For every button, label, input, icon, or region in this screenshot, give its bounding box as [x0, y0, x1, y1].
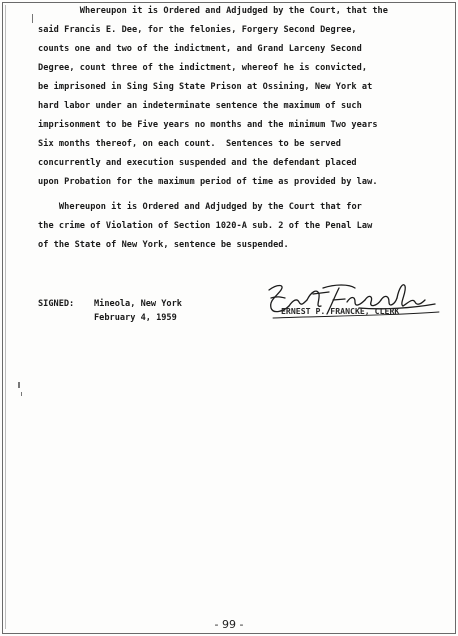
signed-place: Mineola, New York — [94, 299, 182, 309]
signed-date: February 4, 1959 — [94, 313, 177, 323]
text-line: Degree, count three of the indictment, whereof he is convicted, — [38, 63, 368, 73]
handwritten-signature — [263, 278, 443, 328]
text-line: concurrently and execution suspended and the defendant placed — [38, 158, 357, 168]
text-line: of the State of New York, sentence be suspended. — [38, 240, 289, 250]
clerk-name: ERNEST P. FRANCKE, CLERK — [281, 306, 400, 316]
signed-label: SIGNED: — [38, 299, 75, 309]
text-line: said Francis E. Dee, for the felonies, Forgery Second Degree, — [38, 25, 357, 35]
clerk-signature-block — [263, 278, 443, 328]
scan-speck — [32, 14, 33, 23]
scan-speck — [21, 392, 22, 396]
text-line: Whereupon it is Ordered and Adjudged by the Court that for — [58, 202, 362, 212]
page-number: - 99 - — [214, 618, 244, 631]
text-line: upon Probation for the maximum period of time as provided by law. — [38, 177, 378, 187]
text-line: the crime of Violation of Section 1020-A sub. 2 of the Penal Law — [38, 221, 373, 231]
text-line: counts one and two of the indictment, and Grand Larceny Second — [38, 44, 362, 54]
scan-speck — [18, 382, 20, 388]
text-line: Whereupon it is Ordered and Adjudged by the Court, that the — [79, 6, 389, 16]
text-line: be imprisoned in Sing Sing State Prison at Ossining, New York at — [38, 82, 373, 92]
text-line: Six months thereof, on each count. Sentences to be served — [38, 139, 341, 149]
text-line: imprisonment to be Five years no months and the minimum Two years — [38, 120, 378, 130]
text-line: hard labor under an indeterminate sentence the maximum of such — [38, 101, 362, 111]
